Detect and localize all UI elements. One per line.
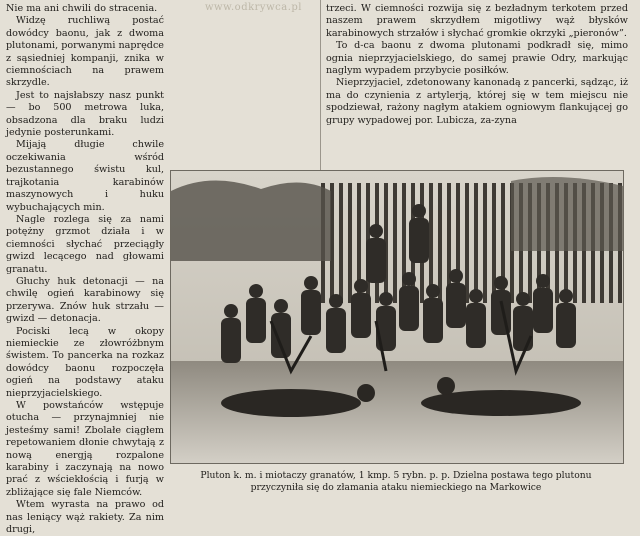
soldier-head	[516, 292, 530, 306]
fence-slat	[393, 183, 397, 303]
soldier-head	[494, 276, 508, 290]
top-column-paragraph: To d-ca baonu z dwoma plutonami podkradł się, mimo ognia nieprzyjacielskiego, do samej prawie Odry, markując naglym wypadem przybycie posiłków.	[326, 40, 628, 77]
soldier-head	[379, 292, 393, 306]
soldier-body	[533, 288, 553, 333]
soldier-body	[409, 218, 429, 263]
soldier-body	[221, 318, 241, 363]
soldier-head	[559, 289, 573, 303]
soldier-body	[423, 298, 443, 343]
soldier-body	[326, 308, 346, 353]
top-right-text-column	[326, 3, 628, 127]
soldier-head	[449, 269, 463, 283]
caption-line-1: Pluton k. m. i miotaczy granatów, 1 kmp. 5 rybn. p. p. Dzielna postawa tego plutonu	[200, 470, 592, 481]
left-column-paragraph: Widzę ruchliwą postać dowódcy baonu, jak z dwoma plutonami, porwanymi naprędce z sąsiedniej kompanji, znika w ciemnościach na prawem skrzydle.	[6, 15, 164, 89]
left-column-paragraph: W powstańców wstępuje otucha — przynajmniej nie jesteśmy sami! Zbolałe ciągłem repetowaniem dłonie chwytają z nową energją rozpalone karabiny i zaczynają na nowo prać z wściekłością i furją w zbliżające się fale Niemców.	[6, 400, 164, 498]
top-column-paragraph: trzeci. W ciemności rozwija się z bezładnym terkotem przed naszem prawem skrzydłem migotliwy wąż błysków karabinowych strzałów i słychać gromkie okrzyki „pieronów”.	[326, 3, 628, 39]
soldier-head	[402, 272, 416, 286]
left-column-paragraph: Nie ma ani chwili do stracenia.	[6, 3, 158, 14]
fence-slat	[474, 183, 478, 303]
soldier-head	[469, 289, 483, 303]
left-text-column	[6, 3, 164, 536]
left-column-paragraph: Jest to najsłabszy nasz punkt — bo 500 metrowa luka, obsadzona dla braku ludzi jedynie posterunkami.	[6, 89, 164, 139]
photo-illustration	[171, 171, 623, 463]
soldier-head	[274, 299, 288, 313]
fence-slat	[339, 183, 343, 303]
soldier-body	[399, 286, 419, 331]
soldier-head	[304, 276, 318, 290]
soldier-head	[329, 294, 343, 308]
left-column-paragraph: Wtem wyrasta na prawo od nas leniący wąż rakiety. Za nim drugi,	[6, 499, 164, 536]
soldier-head	[249, 284, 263, 298]
left-column-paragraph: Nagle rozlega się za nami potężny grzmot działa i w ciemności słychać przeciągły gwizd lecącego nad głowami granatu.	[6, 213, 164, 275]
soldier-body	[351, 293, 371, 338]
soldier-body	[366, 238, 386, 283]
soldier-body	[271, 313, 291, 358]
soldier-body	[466, 303, 486, 348]
photo-caption	[170, 470, 622, 494]
top-column-paragraph: Nieprzyjaciel, zdetonowany kanonadą z pancerki, sądząc, iż ma do czynienia z artylerją, której się w tem miejscu nie spodziewał, rażony nagłym atakiem ogniowym flankującej go grupy wypadowej por. Lubicza, za-zyna	[326, 77, 628, 126]
caption-line-2: przyczyniła się do złamania ataku niemieckiego na Markowice	[250, 482, 542, 493]
soldier-head	[536, 274, 550, 288]
soldier-body	[246, 298, 266, 343]
fence-slat	[483, 183, 487, 303]
soldier-head	[412, 204, 426, 218]
watermark: www.odkrywca.pl	[205, 2, 302, 13]
left-column-paragraph: Pociski lecą w okopy niemieckie ze złowróżbnym świstem. To pancerka na rozkaz dowódcy baonu rozpoczęła ogień na podstawy ataku nieprzyjacielskiego.	[6, 325, 164, 399]
fence-slat	[438, 183, 442, 303]
soldier-body	[446, 283, 466, 328]
soldier-head	[426, 284, 440, 298]
soldier-body	[556, 303, 576, 348]
fence-slat	[465, 183, 469, 303]
column-divider	[320, 0, 321, 170]
soldier-head	[354, 279, 368, 293]
platoon-photograph	[170, 170, 624, 464]
soldier-body	[301, 290, 321, 335]
soldier-head	[369, 224, 383, 238]
fence-slat	[348, 183, 352, 303]
left-column-paragraph: Głuchy huk detonacji — na chwilę ogień karabinowy się przerywa. Znów huk strzału — gwizd — detonacja.	[6, 275, 164, 325]
soldier-head	[224, 304, 238, 318]
left-column-paragraph: Mijają długie chwile oczekiwania wśród bezustannego świstu kul, trajkotania karabinów maszynowych i huku wybuchających min.	[6, 139, 164, 213]
soldier-body	[513, 306, 533, 351]
